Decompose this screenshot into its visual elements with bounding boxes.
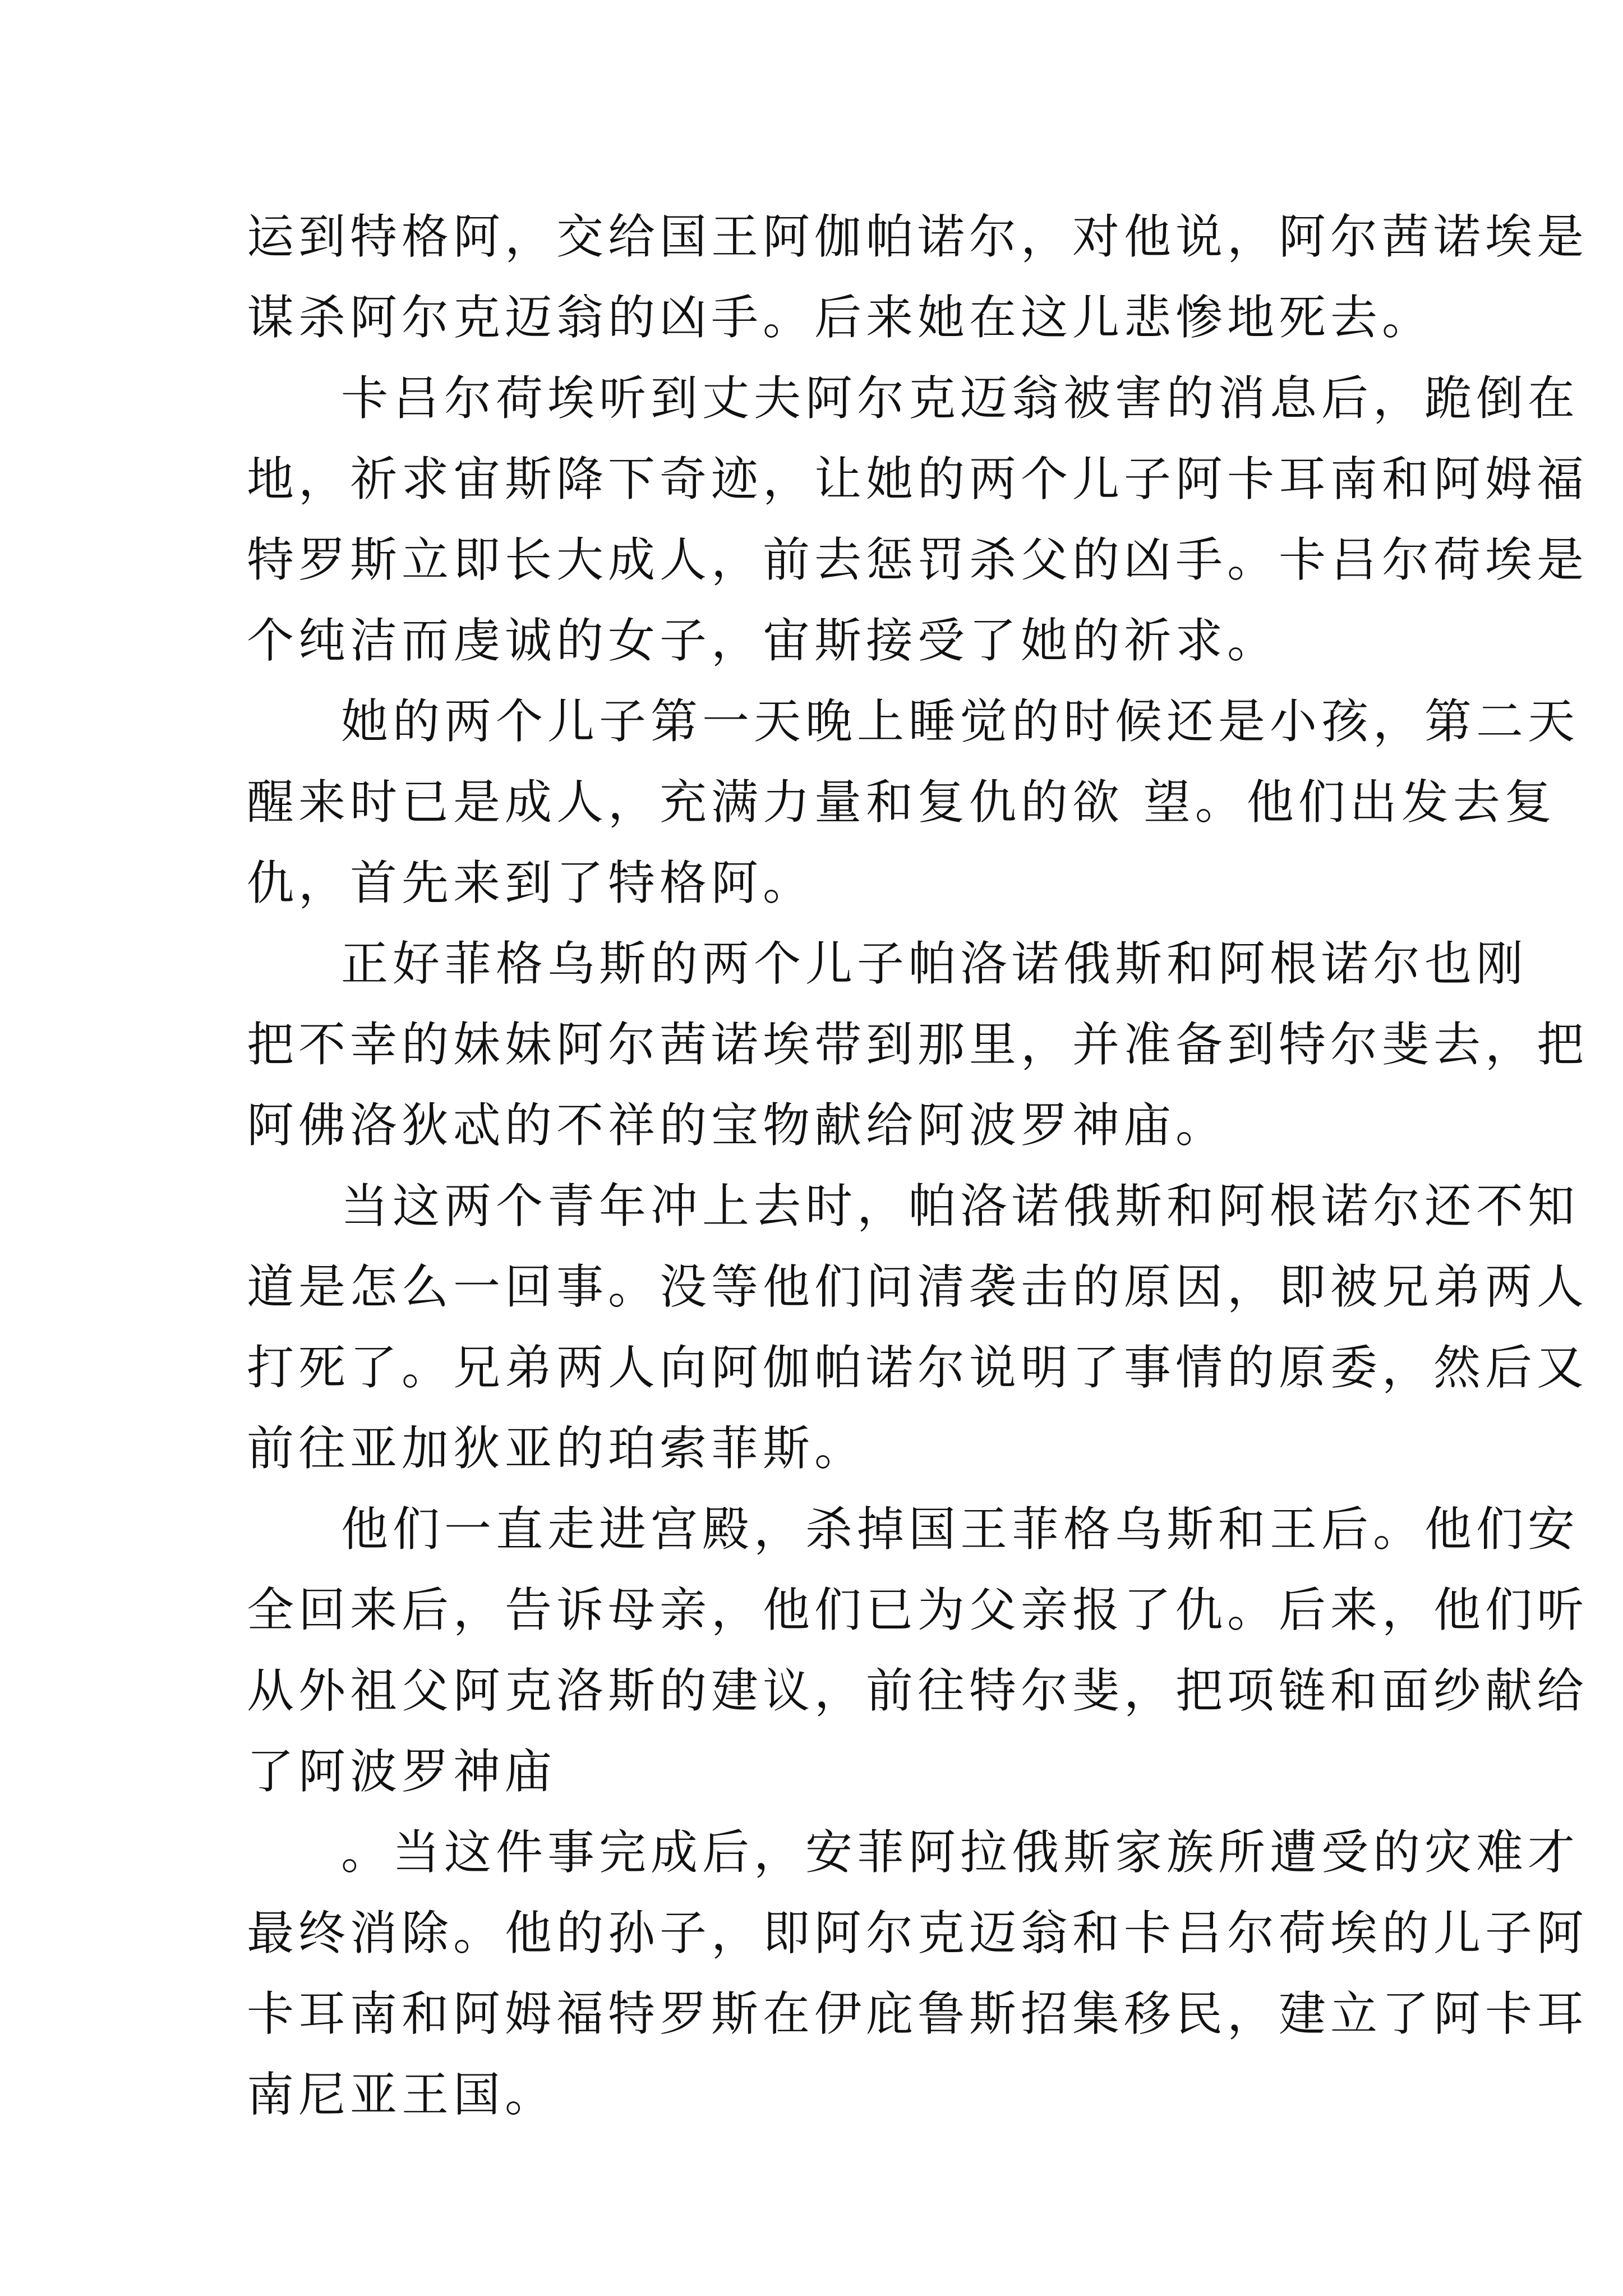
paragraph-1	[247, 196, 1589, 358]
paragraph-5	[247, 1166, 1589, 1489]
text-line: 运到特格阿，交给国王阿伽帕诺尔，对他说，阿尔茜诺埃是	[247, 209, 1589, 264]
text-line: 把不幸的妹妹阿尔茜诺埃带到那里，并准备到特尔斐去，把	[247, 1017, 1589, 1072]
text-line: 他们一直走进宫殿，杀掉国王菲格乌斯和王后。他们安	[341, 1502, 1580, 1557]
text-line: 正好菲格乌斯的两个儿子帕洛诺俄斯和阿根诺尔也刚	[341, 936, 1528, 991]
text-line: 了阿波罗神庙	[247, 1744, 557, 1799]
text-line: 个纯洁而虔诚的女子，宙斯接受了她的祈求。	[247, 613, 1279, 668]
text-line: 全回来后，告诉母亲，他们已为父亲报了仇。后来，他们听	[247, 1582, 1589, 1637]
paragraph-4	[247, 923, 1589, 1166]
text-line: 她的两个儿子第一天晚上睡觉的时候还是小孩，第二天	[341, 694, 1580, 749]
text-line: 谋杀阿尔克迈翁的凶手。后来她在这儿悲惨地死去。	[247, 290, 1434, 345]
text-line: 仇，首先来到了特格阿。	[247, 855, 815, 910]
text-line: 卡耳南和阿姆福特罗斯在伊庇鲁斯招集移民，建立了阿卡耳	[247, 1986, 1589, 2041]
text-line: 醒来时已是成人，充满力量和复仇的欲 望。他们出发去复	[247, 775, 1556, 830]
paragraph-3	[247, 681, 1580, 923]
text-line: 卡吕尔荷埃听到丈夫阿尔克迈翁被害的消息后，跪倒在	[341, 371, 1580, 426]
text-line: 打死了。兄弟两人向阿伽帕诺尔说明了事情的原委，然后又	[247, 1340, 1589, 1395]
text-line: 。当这件事完成后，安菲阿拉俄斯家族所遭受的灾难才	[341, 1825, 1580, 1880]
paragraph-7	[247, 1812, 1589, 2135]
text-line: 前往亚加狄亚的珀索菲斯。	[247, 1421, 866, 1476]
paragraph-2	[247, 358, 1589, 681]
text-line: 阿佛洛狄忒的不祥的宝物献给阿波罗神庙。	[247, 1098, 1228, 1153]
text-line: 当这两个青年冲上去时，帕洛诺俄斯和阿根诺尔还不知	[341, 1179, 1580, 1234]
text-line: 地，祈求宙斯降下奇迹，让她的两个儿子阿卡耳南和阿姆福	[247, 452, 1589, 507]
text-line: 从外祖父阿克洛斯的建议，前往特尔斐，把项链和面纱献给	[247, 1663, 1589, 1718]
paragraph-6	[247, 1489, 1589, 1812]
text-line: 最终消除。他的孙子，即阿尔克迈翁和卡吕尔荷埃的儿子阿	[247, 1906, 1589, 1961]
text-line: 道是怎么一回事。没等他们问清袭击的原因，即被兄弟两人	[247, 1259, 1589, 1314]
text-line: 特罗斯立即长大成人，前去惩罚杀父的凶手。卡吕尔荷埃是	[247, 532, 1589, 587]
text-line: 南尼亚王国。	[247, 2067, 557, 2122]
document-body	[247, 196, 1589, 2135]
